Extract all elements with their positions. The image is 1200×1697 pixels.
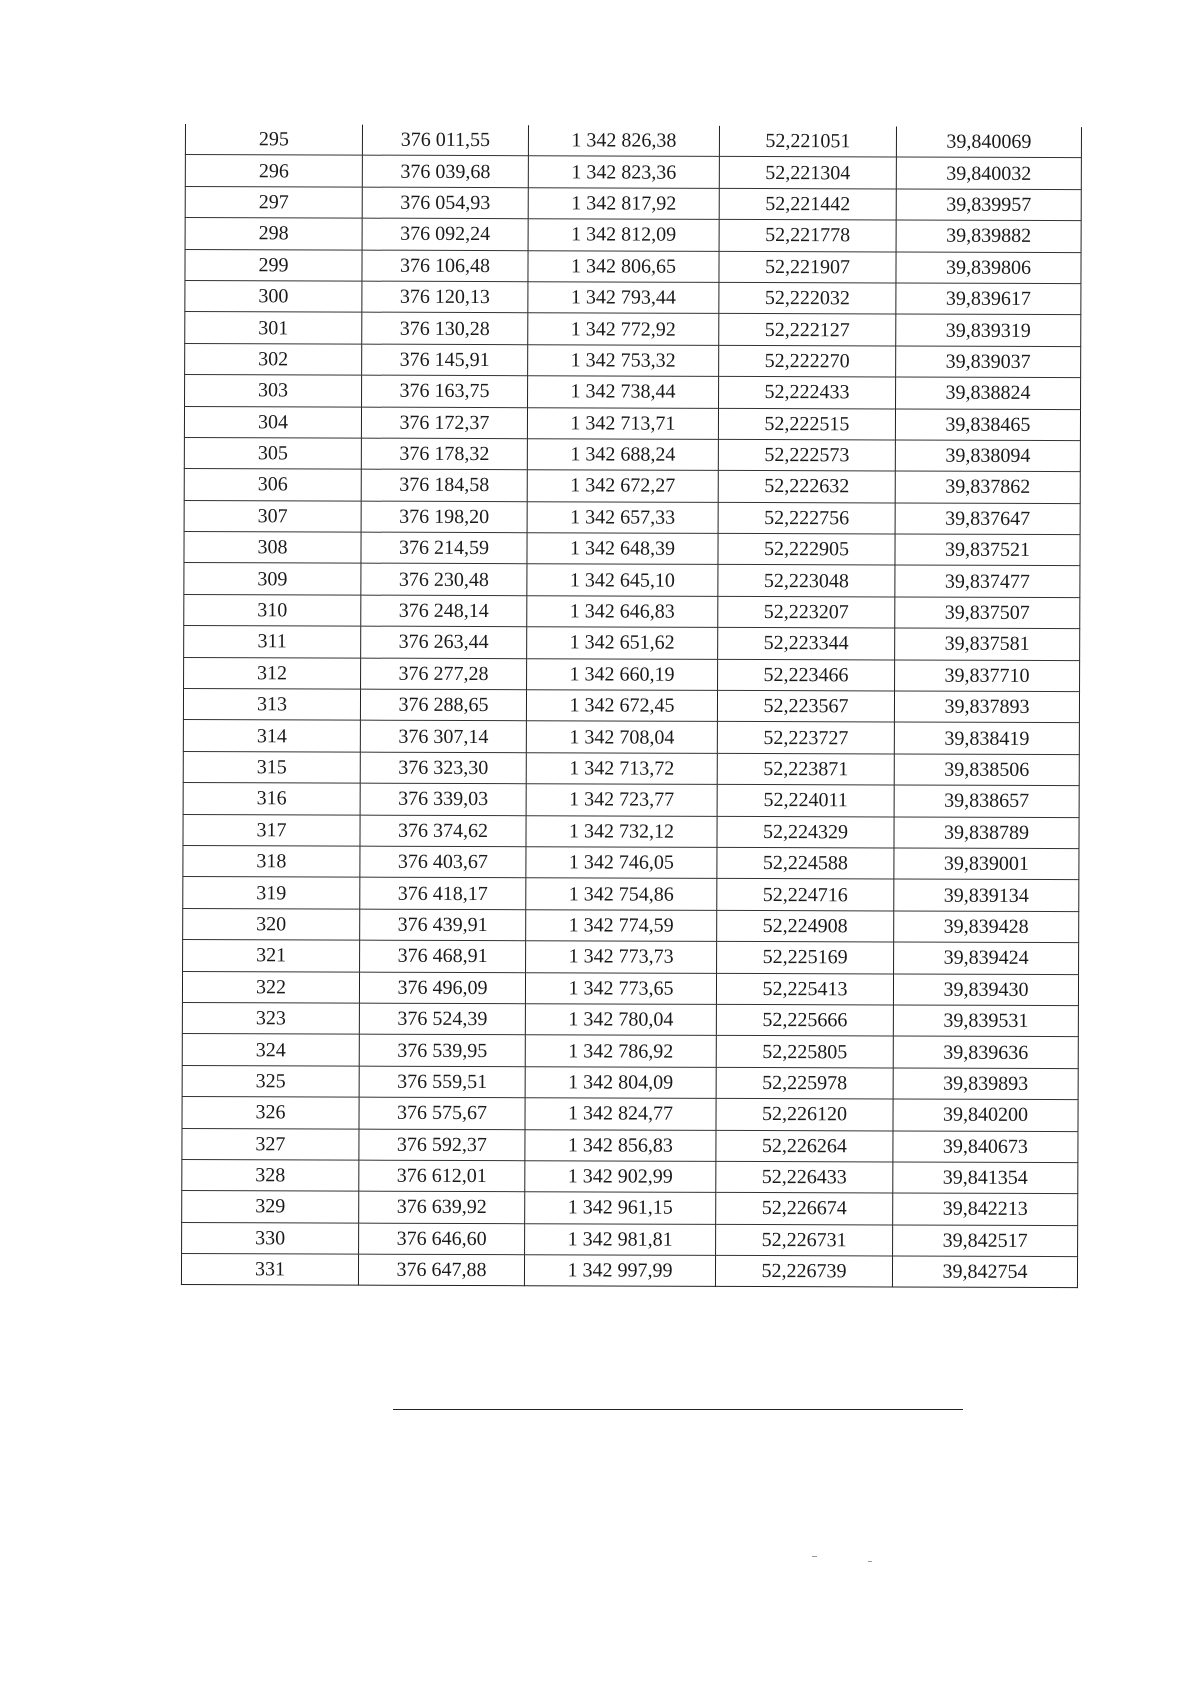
table-row [184,437,1080,472]
x-coordinate-cell: 376 106,48 [362,250,528,282]
x-coordinate-cell: 376 054,93 [362,187,528,219]
y-coordinate-cell: 1 342 793,44 [528,282,719,314]
point-number-cell: 311 [184,626,361,658]
y-coordinate-cell: 1 342 780,04 [525,1004,716,1036]
longitude-cell: 39,839001 [894,848,1079,880]
point-number-cell: 298 [185,218,362,250]
longitude-cell: 39,837581 [895,628,1080,660]
y-coordinate-cell: 1 342 713,71 [527,407,718,439]
table-row [182,1065,1078,1100]
latitude-cell: 52,226264 [716,1130,893,1162]
latitude-cell: 52,222032 [719,282,896,314]
point-number-cell: 308 [184,532,361,564]
longitude-cell: 39,838789 [894,817,1079,849]
x-coordinate-cell: 376 559,51 [359,1066,525,1098]
x-coordinate-cell: 376 307,14 [360,721,526,753]
x-coordinate-cell: 376 418,17 [360,877,526,909]
scan-speck [812,1556,817,1557]
table-row [185,280,1081,315]
table-row [184,594,1080,629]
point-number-cell: 314 [183,720,360,752]
x-coordinate-cell: 376 163,75 [362,375,528,407]
longitude-cell: 39,841354 [893,1162,1078,1194]
longitude-cell: 39,838824 [896,377,1081,409]
table-row [183,751,1079,786]
point-number-cell: 295 [185,124,362,156]
longitude-cell: 39,838657 [894,785,1079,817]
x-coordinate-cell: 376 539,95 [359,1034,525,1066]
longitude-cell: 39,839893 [893,1068,1078,1100]
latitude-cell: 52,221304 [719,157,896,189]
x-coordinate-cell: 376 468,91 [360,940,526,972]
x-coordinate-cell: 376 263,44 [361,626,527,658]
point-number-cell: 307 [184,500,361,532]
y-coordinate-cell: 1 342 672,45 [526,690,717,722]
longitude-cell: 39,839882 [896,220,1081,252]
coordinates-table [181,124,1082,1289]
longitude-cell: 39,840200 [893,1099,1078,1131]
longitude-cell: 39,839424 [894,942,1079,974]
longitude-cell: 39,837477 [895,565,1080,597]
latitude-cell: 52,226739 [715,1255,892,1287]
scan-speck [868,1561,872,1562]
y-coordinate-cell: 1 342 738,44 [528,376,719,408]
x-coordinate-cell: 376 184,58 [361,469,527,501]
latitude-cell: 52,226433 [716,1161,893,1193]
latitude-cell: 52,223048 [718,565,895,597]
x-coordinate-cell: 376 214,59 [361,532,527,564]
point-number-cell: 304 [184,406,361,438]
longitude-cell: 39,842517 [893,1225,1078,1257]
coordinates-table-body [181,124,1081,1288]
x-coordinate-cell: 376 575,67 [359,1097,525,1129]
longitude-cell: 39,842754 [892,1256,1077,1288]
point-number-cell: 331 [181,1254,358,1286]
latitude-cell: 52,223466 [718,659,895,691]
latitude-cell: 52,225169 [717,942,894,974]
x-coordinate-cell: 376 172,37 [361,407,527,439]
longitude-cell: 39,838506 [894,754,1079,786]
table-row [183,814,1079,849]
point-number-cell: 318 [183,845,360,877]
y-coordinate-cell: 1 342 660,19 [527,658,718,690]
x-coordinate-cell: 376 248,14 [361,595,527,627]
table-row [182,1159,1078,1194]
y-coordinate-cell: 1 342 646,83 [527,596,718,628]
table-row [183,689,1079,724]
point-number-cell: 323 [182,1002,359,1034]
point-number-cell: 320 [183,908,360,940]
x-coordinate-cell: 376 039,68 [362,156,528,188]
point-number-cell: 302 [185,343,362,375]
point-number-cell: 313 [183,689,360,721]
latitude-cell: 52,225666 [716,1004,893,1036]
x-coordinate-cell: 376 439,91 [360,909,526,941]
latitude-cell: 52,222127 [719,314,896,346]
table-row [182,1002,1078,1037]
x-coordinate-cell: 376 011,55 [362,125,528,156]
x-coordinate-cell: 376 374,62 [360,815,526,847]
table-row [185,124,1081,158]
point-number-cell: 301 [185,312,362,344]
y-coordinate-cell: 1 342 708,04 [526,721,717,753]
latitude-cell: 52,223871 [717,753,894,785]
longitude-cell: 39,840032 [896,157,1081,189]
latitude-cell: 52,221051 [719,126,896,158]
longitude-cell: 39,839037 [896,346,1081,378]
longitude-cell: 39,839806 [896,252,1081,284]
longitude-cell: 39,840673 [893,1130,1078,1162]
point-number-cell: 325 [182,1065,359,1097]
y-coordinate-cell: 1 342 772,92 [528,313,719,345]
point-number-cell: 317 [183,814,360,846]
y-coordinate-cell: 1 342 713,72 [526,753,717,785]
y-coordinate-cell: 1 342 648,39 [527,533,718,565]
table-row [184,469,1080,504]
longitude-cell: 39,842213 [893,1193,1078,1225]
table-row [181,1254,1077,1289]
y-coordinate-cell: 1 342 856,83 [525,1129,716,1161]
latitude-cell: 52,222270 [719,345,896,377]
y-coordinate-cell: 1 342 657,33 [527,501,718,533]
latitude-cell: 52,222515 [718,408,895,440]
longitude-cell: 39,839134 [894,879,1079,911]
latitude-cell: 52,223207 [718,596,895,628]
latitude-cell: 52,222632 [718,471,895,503]
x-coordinate-cell: 376 323,30 [360,752,526,784]
table-row [185,155,1081,190]
y-coordinate-cell: 1 342 645,10 [527,564,718,596]
latitude-cell: 52,225978 [716,1067,893,1099]
point-number-cell: 303 [185,375,362,407]
y-coordinate-cell: 1 342 754,86 [526,878,717,910]
latitude-cell: 52,224716 [717,879,894,911]
longitude-cell: 39,839428 [894,911,1079,943]
x-coordinate-cell: 376 647,88 [358,1254,524,1286]
table-row [182,971,1078,1006]
table-row [182,1191,1078,1226]
point-number-cell: 319 [183,877,360,909]
x-coordinate-cell: 376 130,28 [362,312,528,344]
table-row [184,657,1080,692]
y-coordinate-cell: 1 342 824,77 [525,1098,716,1130]
point-number-cell: 312 [184,657,361,689]
x-coordinate-cell: 376 178,32 [361,438,527,470]
table-row [183,845,1079,880]
point-number-cell: 328 [182,1159,359,1191]
point-number-cell: 297 [185,186,362,218]
table-row [184,406,1080,441]
longitude-cell: 39,838419 [894,722,1079,754]
table-row [185,312,1081,347]
latitude-cell: 52,225805 [716,1036,893,1068]
table-row [183,783,1079,818]
latitude-cell: 52,226731 [716,1224,893,1256]
latitude-cell: 52,224329 [717,816,894,848]
latitude-cell: 52,224908 [717,910,894,942]
latitude-cell: 52,224588 [717,847,894,879]
point-number-cell: 306 [184,469,361,501]
table-row [184,626,1080,661]
table-row [185,249,1081,284]
longitude-cell: 39,838465 [895,408,1080,440]
x-coordinate-cell: 376 145,91 [362,344,528,376]
point-number-cell: 322 [182,971,359,1003]
table-row [182,1222,1078,1257]
y-coordinate-cell: 1 342 804,09 [525,1066,716,1098]
x-coordinate-cell: 376 639,92 [359,1191,525,1223]
y-coordinate-cell: 1 342 817,92 [528,187,719,219]
latitude-cell: 52,226120 [716,1098,893,1130]
y-coordinate-cell: 1 342 746,05 [526,847,717,879]
y-coordinate-cell: 1 342 774,59 [526,909,717,941]
y-coordinate-cell: 1 342 672,27 [527,470,718,502]
latitude-cell: 52,222573 [718,439,895,471]
y-coordinate-cell: 1 342 902,99 [525,1161,716,1193]
y-coordinate-cell: 1 342 651,62 [527,627,718,659]
longitude-cell: 39,839957 [896,189,1081,221]
latitude-cell: 52,226674 [716,1193,893,1225]
y-coordinate-cell: 1 342 997,99 [524,1255,715,1287]
point-number-cell: 316 [183,783,360,815]
y-coordinate-cell: 1 342 723,77 [526,784,717,816]
point-number-cell: 315 [183,751,360,783]
latitude-cell: 52,221442 [719,188,896,220]
point-number-cell: 330 [182,1222,359,1254]
x-coordinate-cell: 376 230,48 [361,564,527,596]
table-row [184,532,1080,567]
x-coordinate-cell: 376 612,01 [359,1160,525,1192]
longitude-cell: 39,837710 [895,660,1080,692]
x-coordinate-cell: 376 288,65 [360,689,526,721]
latitude-cell: 52,224011 [717,785,894,817]
table-row [184,563,1080,598]
longitude-cell: 39,838094 [895,440,1080,472]
x-coordinate-cell: 376 646,60 [359,1223,525,1255]
x-coordinate-cell: 376 592,37 [359,1129,525,1161]
y-coordinate-cell: 1 342 786,92 [525,1035,716,1067]
point-number-cell: 329 [182,1191,359,1223]
point-number-cell: 321 [183,940,360,972]
y-coordinate-cell: 1 342 806,65 [528,250,719,282]
table-row [184,500,1080,535]
x-coordinate-cell: 376 524,39 [359,1003,525,1035]
y-coordinate-cell: 1 342 732,12 [526,815,717,847]
y-coordinate-cell: 1 342 688,24 [527,439,718,471]
point-number-cell: 300 [185,280,362,312]
y-coordinate-cell: 1 342 823,36 [528,156,719,188]
longitude-cell: 39,840069 [896,126,1081,158]
table-row [182,1034,1078,1069]
x-coordinate-cell: 376 403,67 [360,846,526,878]
y-coordinate-cell: 1 342 961,15 [525,1192,716,1224]
latitude-cell: 52,222756 [718,502,895,534]
table-row [183,720,1079,755]
x-coordinate-cell: 376 277,28 [361,658,527,690]
x-coordinate-cell: 376 120,13 [362,281,528,313]
longitude-cell: 39,839319 [896,314,1081,346]
longitude-cell: 39,837521 [895,534,1080,566]
latitude-cell: 52,223567 [717,690,894,722]
longitude-cell: 39,839617 [896,283,1081,315]
point-number-cell: 309 [184,563,361,595]
y-coordinate-cell: 1 342 753,32 [528,344,719,376]
signature-line [393,1409,963,1410]
latitude-cell: 52,221907 [719,251,896,283]
table-row [185,375,1081,410]
point-number-cell: 327 [182,1128,359,1160]
longitude-cell: 39,837507 [895,597,1080,629]
longitude-cell: 39,839531 [893,1005,1078,1037]
table-row [182,1128,1078,1163]
longitude-cell: 39,837862 [895,471,1080,503]
table-row [183,940,1079,975]
point-number-cell: 326 [182,1097,359,1129]
x-coordinate-cell: 376 198,20 [361,501,527,533]
point-number-cell: 305 [184,437,361,469]
longitude-cell: 39,837647 [895,503,1080,535]
table-row [185,218,1081,253]
point-number-cell: 310 [184,594,361,626]
longitude-cell: 39,839636 [893,1036,1078,1068]
x-coordinate-cell: 376 496,09 [359,972,525,1004]
x-coordinate-cell: 376 092,24 [362,218,528,250]
latitude-cell: 52,223344 [718,628,895,660]
longitude-cell: 39,839430 [893,974,1078,1006]
latitude-cell: 52,222905 [718,533,895,565]
point-number-cell: 299 [185,249,362,281]
y-coordinate-cell: 1 342 981,81 [525,1223,716,1255]
table-row [185,343,1081,378]
point-number-cell: 324 [182,1034,359,1066]
y-coordinate-cell: 1 342 773,65 [525,972,716,1004]
latitude-cell: 52,223727 [717,722,894,754]
y-coordinate-cell: 1 342 773,73 [526,941,717,973]
table-row [183,908,1079,943]
y-coordinate-cell: 1 342 812,09 [528,219,719,251]
latitude-cell: 52,222433 [719,376,896,408]
x-coordinate-cell: 376 339,03 [360,783,526,815]
longitude-cell: 39,837893 [894,691,1079,723]
table-row [182,1097,1078,1132]
y-coordinate-cell: 1 342 826,38 [528,125,719,157]
latitude-cell: 52,225413 [716,973,893,1005]
point-number-cell: 296 [185,155,362,187]
table-row [183,877,1079,912]
table-row [185,186,1081,221]
latitude-cell: 52,221778 [719,220,896,252]
